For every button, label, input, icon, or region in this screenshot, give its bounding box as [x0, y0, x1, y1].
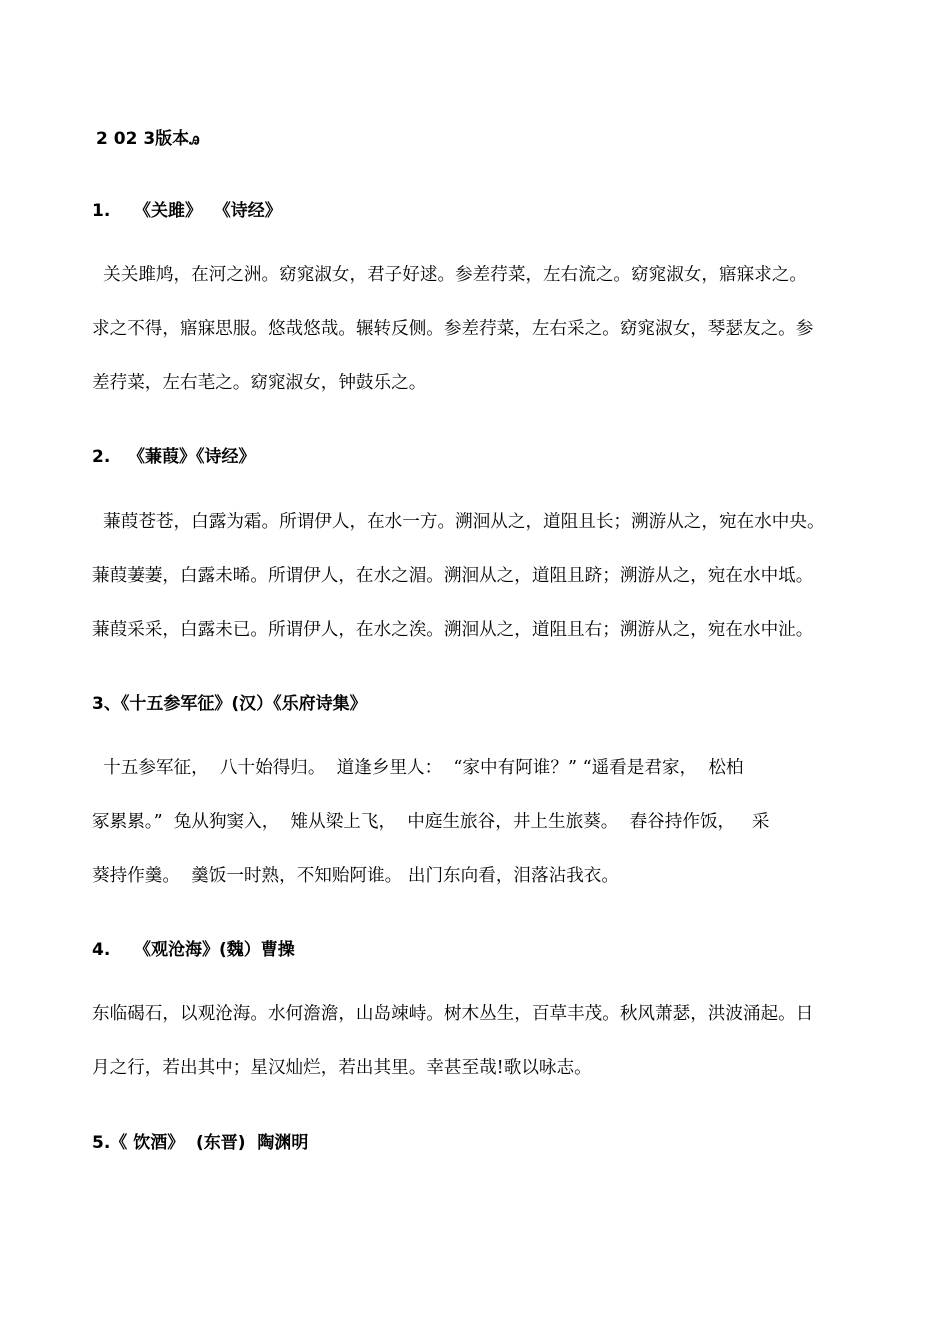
poem-line: 冢累累。” 兔从狗窦入， 雉从梁上飞， 中庭生旅谷，井上生旅葵。 舂谷持作饭， 采	[92, 812, 770, 832]
poem-text	[92, 987, 862, 1095]
section-heading: 3、《十五参军征》(汉）《乐府诗集》	[92, 694, 367, 714]
poem-line: 蒹葭萋萋，白露未晞。所谓伊人，在水之湄。溯洄从之，道阻且跻；溯游从之，宛在水中坻。	[92, 566, 814, 586]
poem-line: 蒹葭苍苍，白露为霜。所谓伊人，在水一方。溯洄从之，道阻且长；溯游从之，宛在水中央。	[92, 512, 825, 532]
poem-line: 葵持作羹。 羹饭一时熟，不知贻阿谁。 出门东向看，泪落沾我衣。	[92, 866, 619, 886]
poem-line: 十五参军征， 八十始得归。 道逢乡里人： “家中有阿谁？” “遥看是君家， 松柏	[92, 758, 744, 778]
poem-line: 东临碣石，以观沧海。水何澹澹，山岛竦峙。树木丛生，百草丰茂。秋风萧瑟，洪波涌起。日	[92, 1004, 814, 1024]
poem-line: 差荇菜，左右芼之。窈窕淑女，钟鼓乐之。	[92, 373, 427, 393]
poem-line: 关关雎鸠，在河之洲。窈窕淑女，君子好逑。参差荇菜，左右流之。窈窕淑女，寤寐求之。	[92, 265, 807, 285]
section-heading: 2. 《蒹葭》《诗经》	[92, 447, 256, 467]
poem-line: 求之不得，寤寐思服。悠哉悠哉。辗转反侧。参差荇菜，左右采之。窈窕淑女，琴瑟友之。参	[92, 319, 814, 339]
poem-text	[92, 741, 862, 903]
section-heading: 4. 《观沧海》(魏）曹操	[92, 940, 295, 960]
section-heading: 1. 《关雎》 《诗经》	[92, 201, 282, 221]
version-label: 2 02 3版本ꭿ	[96, 129, 200, 149]
poem-line: 月之行，若出其中；星汉灿烂，若出其里。幸甚至哉!歌以咏志。	[92, 1058, 592, 1078]
poem-text	[92, 495, 862, 657]
section-heading: 5.《 饮酒》 (东晋) 陶渊明	[92, 1133, 309, 1153]
poem-line: 蒹葭采采，白露未已。所谓伊人，在水之涘。溯洄从之，道阻且右；溯游从之，宛在水中沚。	[92, 620, 814, 640]
poem-text	[92, 248, 862, 410]
